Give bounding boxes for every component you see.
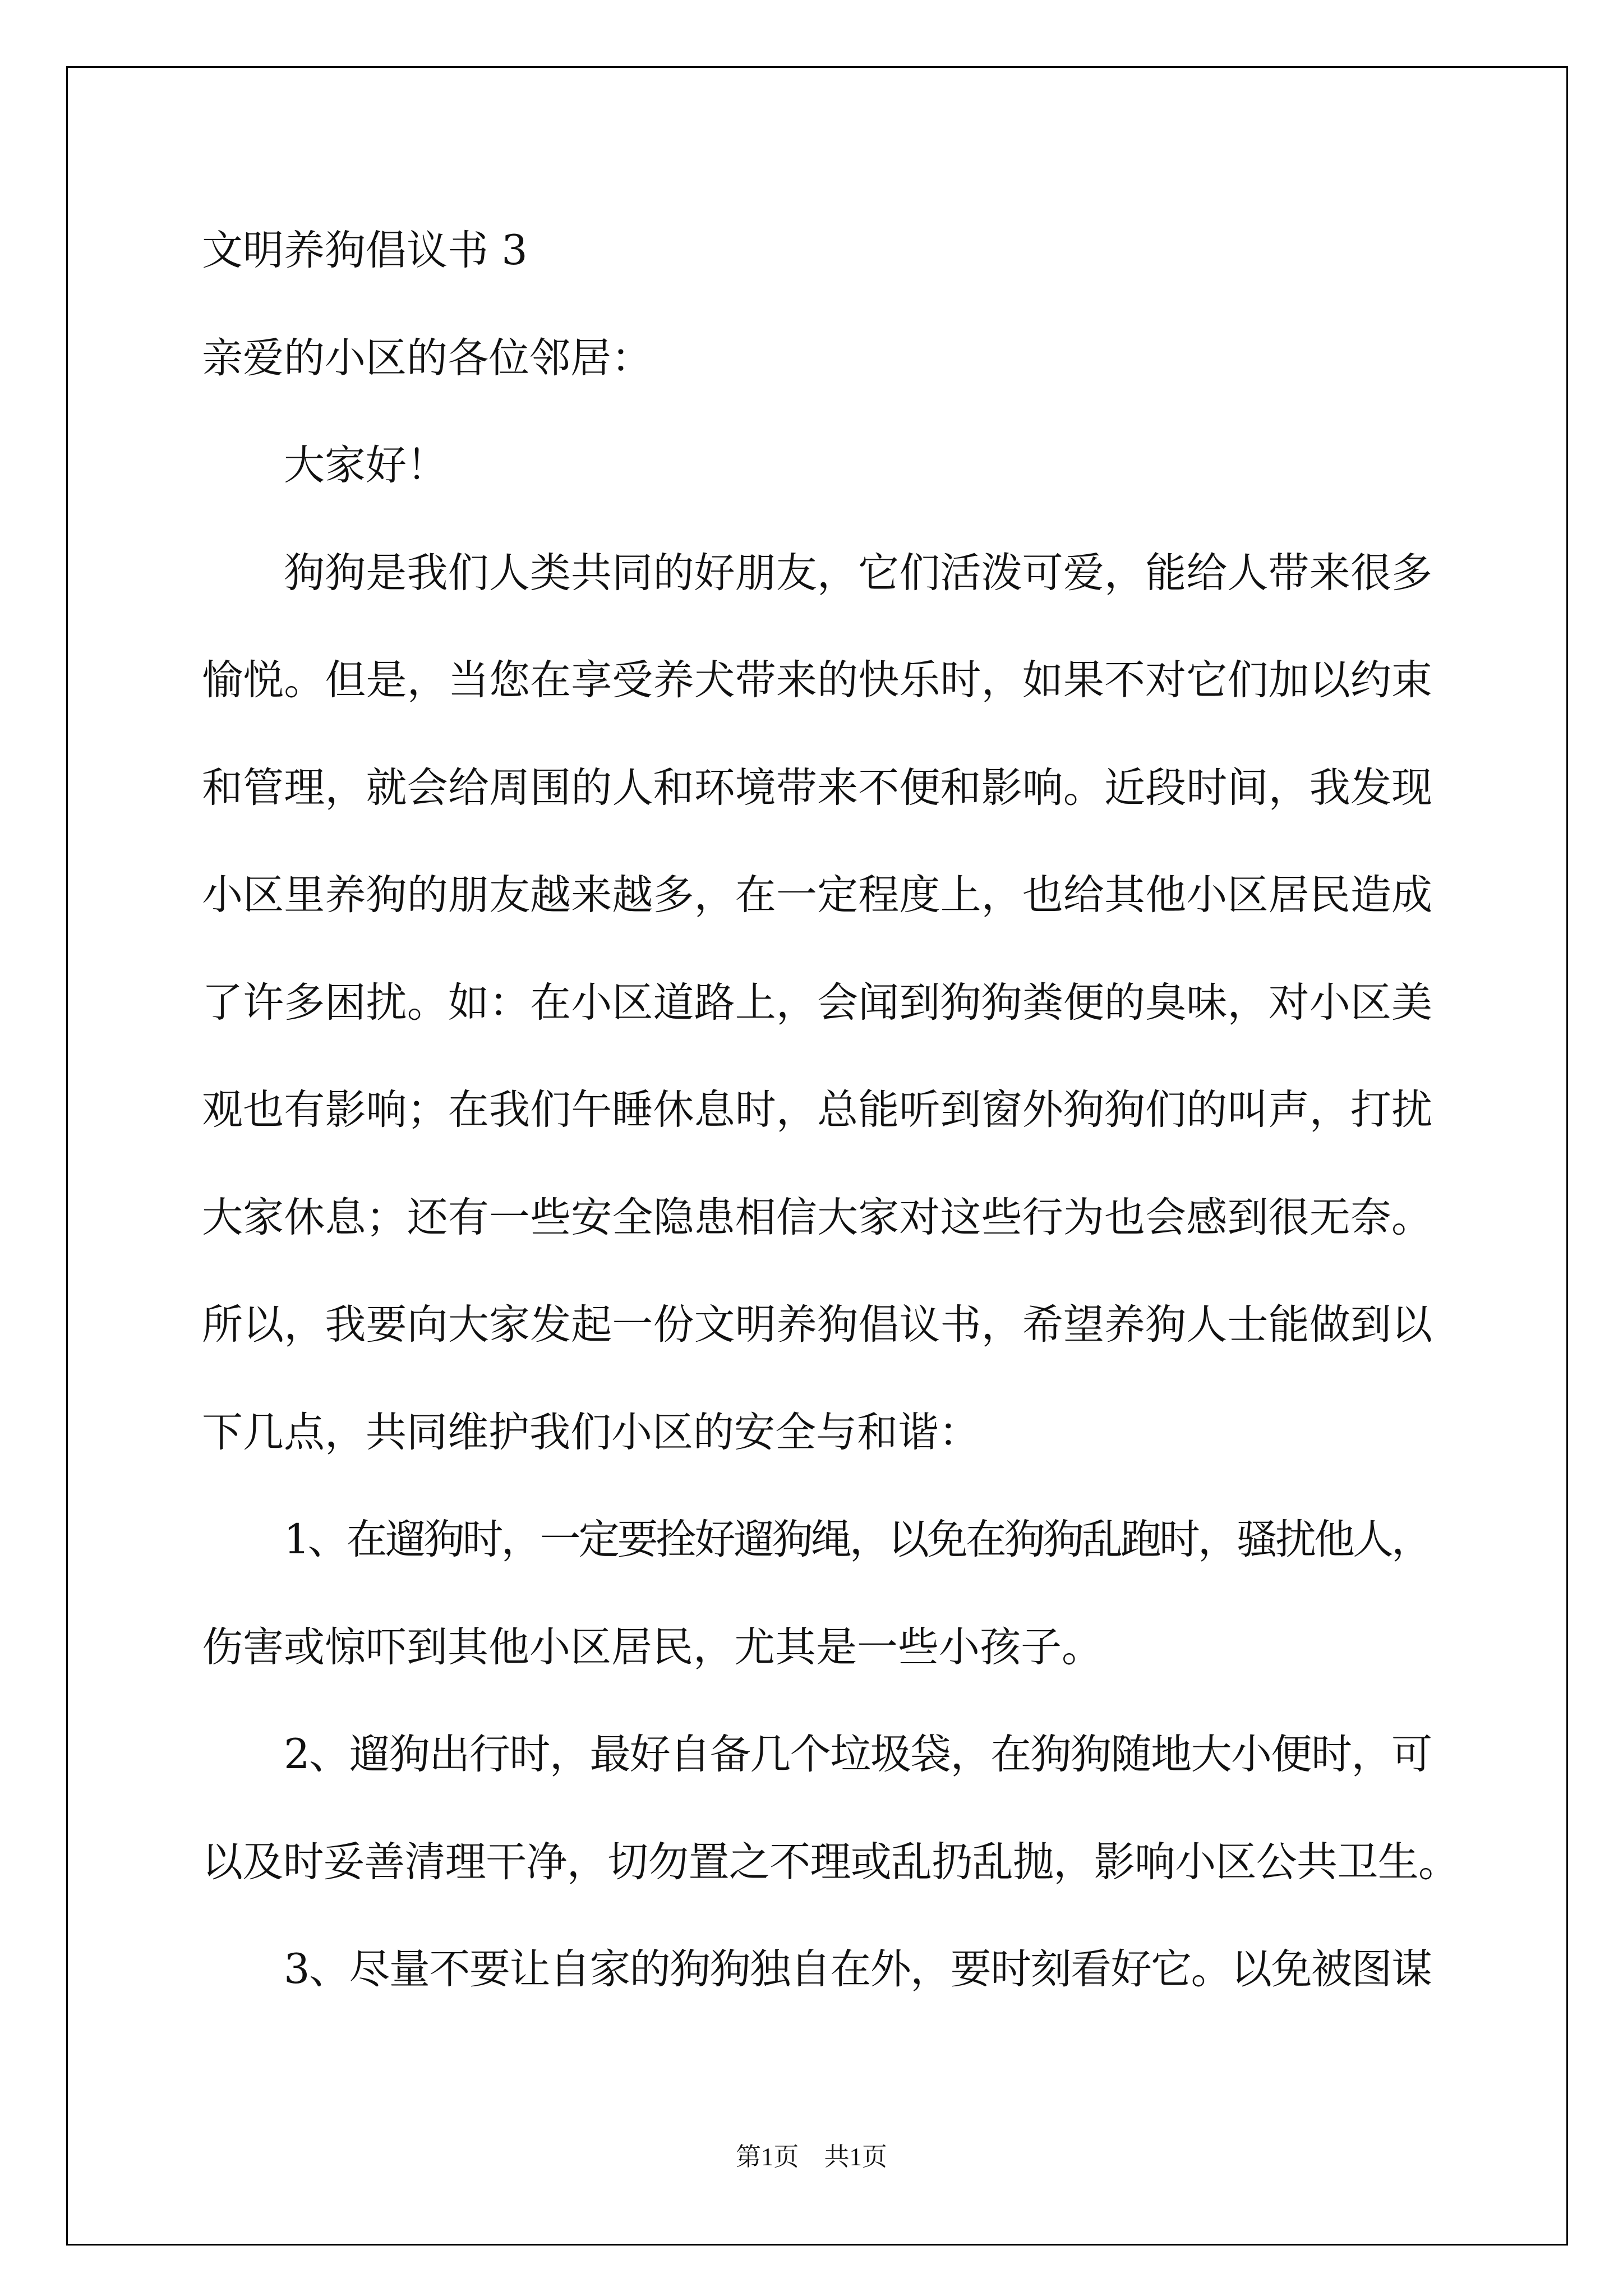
paragraph-line: 狗狗是我们人类共同的好朋友，它们活泼可爱，能给人带来很多 bbox=[284, 549, 1433, 597]
paragraph-line: 伤害或惊吓到其他小区居民，尤其是一些小孩子。 bbox=[202, 1623, 1103, 1671]
document-body bbox=[202, 197, 1492, 2023]
paragraph-line: 观也有影响；在我们午睡休息时，总能听到窗外狗狗们的叫声，打扰 bbox=[202, 1086, 1433, 1134]
paragraph-item-3 bbox=[202, 1916, 1492, 2023]
paragraph-line: 大家休息；还有一些安全隐患相信大家对这些行为也会感到很无奈。 bbox=[202, 1193, 1433, 1241]
page-footer: 第1页 共1页 bbox=[735, 2143, 887, 2171]
paragraph-line: 3、尽量不要让自家的狗狗独自在外，要时刻看好它。以免被图谋 bbox=[284, 1945, 1432, 1993]
paragraph-line: 了许多困扰。如：在小区道路上，会闻到狗狗粪便的臭味，对小区美 bbox=[202, 978, 1433, 1027]
paragraph-item-2 bbox=[202, 1701, 1492, 1916]
paragraph-item-1 bbox=[202, 1486, 1492, 1701]
paragraph-line: 2、遛狗出行时，最好自备几个垃圾袋，在狗狗随地大小便时，可 bbox=[284, 1731, 1432, 1778]
paragraph-intro bbox=[202, 519, 1492, 1487]
paragraph-line: 以及时妥善清理干净，切勿置之不理或乱扔乱抛，影响小区公共卫生。 bbox=[202, 1838, 1459, 1886]
salutation: 亲爱的小区的各位邻居： bbox=[202, 334, 652, 382]
paragraph-line: 下几点，共同维护我们小区的安全与和谐： bbox=[202, 1408, 980, 1456]
paragraph-line: 1、在遛狗时，一定要拴好遛狗绳，以免在狗狗乱跑时，骚扰他人， bbox=[284, 1516, 1431, 1563]
paragraph-line: 所以，我要向大家发起一份文明养狗倡议书，希望养狗人士能做到以 bbox=[202, 1301, 1433, 1349]
greeting: 大家好！ bbox=[284, 441, 448, 489]
paragraph-line: 和管理，就会给周围的人和环境带来不便和影响。近段时间，我发现 bbox=[202, 763, 1433, 812]
paragraph-line: 愉悦。但是，当您在享受养犬带来的快乐时，如果不对它们加以约束 bbox=[202, 656, 1433, 704]
document-title: 文明养狗倡议书 3 bbox=[202, 227, 528, 274]
paragraph-line: 小区里养狗的朋友越来越多，在一定程度上，也给其他小区居民造成 bbox=[202, 871, 1433, 919]
